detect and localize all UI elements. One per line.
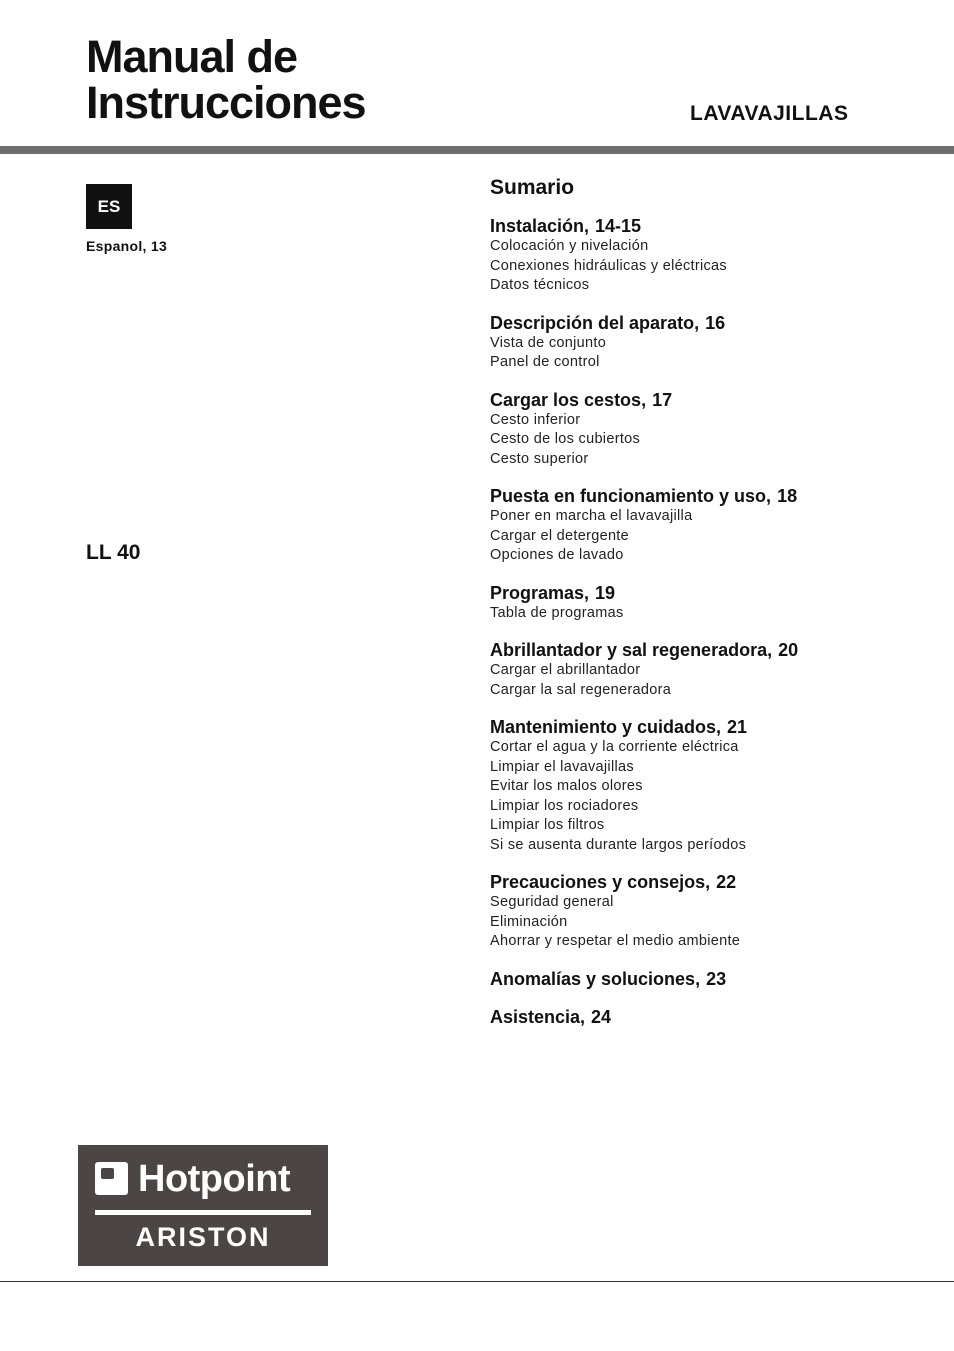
toc-subitem: Poner en marcha el lavavajilla <box>490 508 693 524</box>
toc-section-title <box>490 968 930 990</box>
toc-subitem: Si se ausenta durante largos períodos <box>490 836 747 853</box>
toc-subitem: Vista de conjunto <box>490 334 607 351</box>
toc-subitem: Limpiar los filtros <box>490 817 605 833</box>
toc-subitem: Cargar el detergente <box>490 527 629 544</box>
toc-section-name: Puesta en funcionamiento y uso, <box>490 486 772 506</box>
toc-section-title <box>490 1006 930 1028</box>
toc-subitem: Cesto de los cubiertos <box>490 431 641 447</box>
toc-section-page: 17 <box>652 389 673 410</box>
toc-section-page: 16 <box>705 312 726 333</box>
product-category: LAVAVAJILLAS <box>690 102 849 125</box>
toc-section-name: Abrillantador y sal regeneradora, <box>490 640 773 660</box>
footer-divider <box>0 1281 954 1282</box>
language-badge: ES <box>86 184 132 229</box>
toc-subitem: Panel de control <box>490 354 600 370</box>
title-line-2: Instrucciones <box>86 77 366 128</box>
header-divider <box>0 146 954 154</box>
toc-section-name: Mantenimiento y cuidados, <box>490 717 722 737</box>
toc-subitem: Cortar el agua y la corriente eléctrica <box>490 739 739 755</box>
toc-section-title <box>490 582 930 604</box>
toc-section-page: 24 <box>591 1006 612 1027</box>
toc-section-name: Descripción del aparato, <box>490 312 700 333</box>
toc-section-name: Cargar los cestos, <box>490 389 647 410</box>
toc-subitem: Cargar la sal regeneradora <box>490 681 672 698</box>
title-line-1: Manual de <box>86 31 298 82</box>
toc-section <box>490 716 930 855</box>
toc-subitem: Cargar el abrillantador <box>490 662 641 678</box>
toc-section-title <box>490 312 930 334</box>
toc-subitem: Colocación y nivelación <box>490 238 649 254</box>
toc-subitem: Seguridad general <box>490 894 614 910</box>
toc-section <box>490 582 930 624</box>
toc-section-page: 20 <box>778 640 799 660</box>
table-of-contents <box>490 176 930 1044</box>
manual-title <box>86 31 366 128</box>
toc-section-page: 14-15 <box>595 216 642 236</box>
toc-section-name: Anomalías y soluciones, <box>490 968 701 989</box>
toc-section-page: 21 <box>727 717 748 737</box>
logo-square-icon <box>95 1162 128 1195</box>
toc-section <box>490 215 930 296</box>
toc-section <box>490 639 930 700</box>
toc-section <box>490 968 930 990</box>
toc-subitem: Evitar los malos olores <box>490 778 643 794</box>
brand-logo <box>78 1145 328 1266</box>
toc-section-name: Instalación, <box>490 216 590 236</box>
toc-sections <box>490 215 930 1028</box>
logo-sub-text: ARISTON <box>135 1222 271 1252</box>
logo-brand-text: Hotpoint <box>138 1158 291 1200</box>
toc-section-name: Asistencia, <box>490 1006 586 1027</box>
toc-section-title <box>490 485 930 507</box>
toc-subitem: Opciones de lavado <box>490 547 624 563</box>
toc-section <box>490 1006 930 1028</box>
toc-subitem: Limpiar el lavavajillas <box>490 758 634 775</box>
toc-subitem: Eliminación <box>490 913 568 930</box>
toc-section-page: 23 <box>706 968 727 989</box>
toc-section-page: 18 <box>777 486 798 506</box>
toc-section-name: Programas, <box>490 582 590 603</box>
toc-subitem: Cesto inferior <box>490 411 581 428</box>
language-reference: Espanol, 13 <box>86 238 168 254</box>
toc-section-page: 22 <box>716 872 737 892</box>
logo-divider-bar <box>95 1210 311 1215</box>
toc-section-title <box>490 639 930 661</box>
toc-subitem: Limpiar los rociadores <box>490 797 639 814</box>
toc-section <box>490 871 930 952</box>
toc-section-page: 19 <box>595 582 616 603</box>
toc-section <box>490 312 930 373</box>
model-number: LL 40 <box>86 541 141 564</box>
toc-section-title <box>490 716 930 738</box>
toc-section-name: Precauciones y consejos, <box>490 872 711 892</box>
toc-subitem: Ahorrar y respetar el medio ambiente <box>490 933 741 949</box>
toc-subitem: Conexiones hidráulicas y eléctricas <box>490 257 727 274</box>
toc-section-title <box>490 389 930 411</box>
toc-section <box>490 485 930 566</box>
toc-section-title <box>490 215 930 237</box>
toc-section-title <box>490 871 930 893</box>
toc-subitem: Tabla de programas <box>490 604 624 621</box>
toc-subitem: Datos técnicos <box>490 277 590 293</box>
toc-subitem: Cesto superior <box>490 450 589 467</box>
toc-heading: Sumario <box>490 176 575 199</box>
toc-section <box>490 389 930 470</box>
